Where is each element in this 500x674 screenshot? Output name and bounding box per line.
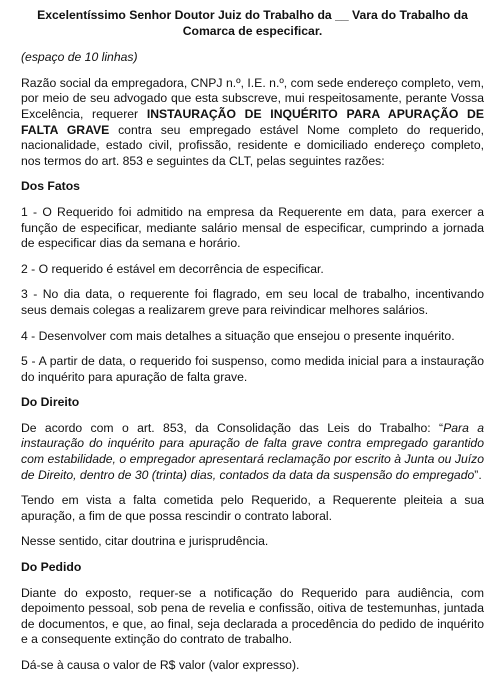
pedido-paragraph-2: Dá-se à causa o valor de R$ valor (valor expresso).	[21, 658, 300, 672]
fatos-item-4: 4 - Desenvolver com mais detalhes a situação que ensejou o presente inquérito.	[21, 328, 455, 343]
direito-quote-close: ”.	[474, 467, 482, 482]
document-title: Excelentíssimo Senhor Doutor Juiz do Trabalho da __ Vara do Trabalho da Comarca de especificar.	[37, 8, 468, 38]
direito-paragraph-1	[21, 421, 484, 483]
intro-text-end: contra seu empregado estável Nome completo do requerido, nacionalidade, estado civil, profissão, residente e domiciliado endereço completo, nos termos do art. 853 e seguintes da CLT, pelas seguintes razões:	[21, 122, 484, 168]
space-note: (espaço de 10 linhas)	[21, 50, 138, 65]
direito-paragraph-2: Tendo em vista a falta cometida pelo Requerido, a Requerente pleiteia a sua apuração, a fim de que possa rescindir o contrato laboral.	[21, 493, 484, 523]
direito-paragraph-3: Nesse sentido, citar doutrina e jurisprudência.	[21, 534, 269, 549]
section-heading-direito: Do Direito	[21, 395, 80, 410]
intro-paragraph	[21, 76, 484, 170]
fatos-item-3: 3 - No dia data, o requerente foi flagrado, em seu local de trabalho, incentivando seus demais colegas a realizarem greve para reivindicar melhores salários.	[21, 287, 484, 317]
intro-text-start: Razão social da empregadora, CNPJ n.º, I.E. n.º, com sede endereço completo, vem, por meio de seu advogado que esta subscreve, mui respeitosamente, perante Vossa Excelência, requerer	[21, 75, 484, 121]
pedido-paragraph-1: Diante do exposto, requer-se a notificação do Requerido para audiência, com depoimento pessoal, sob pena de revelia e confissão, oitiva de testemunhas, juntada de documentos, e que, ao final, seja declarada a procedência do pedido de inquérito e a consequente extinção do contrato de trabalho.	[21, 585, 484, 647]
fatos-item-5: 5 - A partir de data, o requerido foi suspenso, como medida inicial para a instauração do inquérito para apuração de falta grave.	[21, 354, 484, 384]
intro-request-bold: INSTAURAÇÃO DE INQUÉRITO PARA APURAÇÃO DE FALTA GRAVE	[21, 106, 484, 137]
direito-quote-text: Para a instauração do inquérito para apuração de falta grave contra empregado garantido com estabilidade, o empregador apresentará reclamação por escrito à Junta ou Juízo de Direito, dentro de 30 (trinta) dias, contados da data da suspensão do empregado	[21, 420, 484, 482]
direito-quote-intro: De acordo com o art. 853, da Consolidação das Leis do Trabalho: “	[21, 420, 444, 435]
section-heading-pedido: Do Pedido	[21, 560, 82, 575]
fatos-item-1: 1 - O Requerido foi admitido na empresa da Requerente em data, para exercer a função de especificar, mediante salário mensal de especificar, cumprindo a jornada de especificar dias da semana e horário.	[21, 204, 484, 251]
section-heading-fatos: Dos Fatos	[21, 179, 80, 194]
fatos-item-2: 2 - O requerido é estável em decorrência de especificar.	[21, 261, 324, 276]
